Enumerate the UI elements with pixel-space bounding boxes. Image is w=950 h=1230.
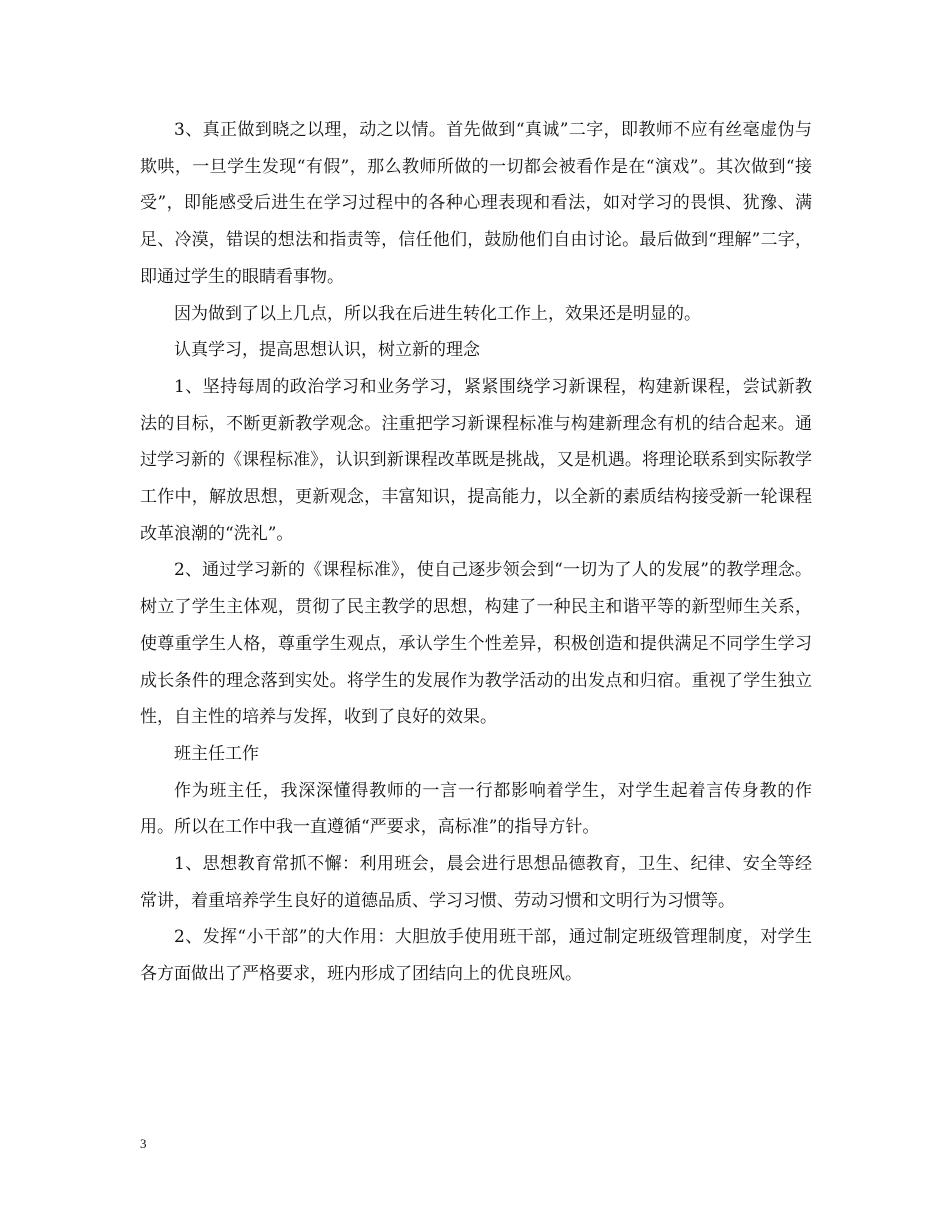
paragraph-moral-education: 1、思想教育常抓不懈：利用班会，晨会进行思想品德教育，卫生、纪律、安全等经常讲，着重培养学生良好的道德品质、学习习惯、劳动习惯和文明行为习惯等。 <box>140 854 812 911</box>
section-heading-class-teacher: 班主任工作 <box>174 743 259 764</box>
page-body <box>140 112 812 993</box>
paragraph-result-summary: 因为做到了以上几点，所以我在后进生转化工作上，效果还是明显的。 <box>174 303 701 324</box>
paragraph-class-cadres: 2、发挥“小干部”的大作用：大胆放手使用班干部，通过制定班级管理制度，对学生各方面做出了严格要求，班内形成了团结向上的优良班风。 <box>140 927 812 985</box>
paragraph-class-teacher-intro: 作为班主任，我深深懂得教师的一言一行都影响着学生，对学生起着言传身教的作用。所以在工作中我一直遵循“严要求，高标准”的指导方针。 <box>140 780 812 838</box>
paragraph-curriculum-standard: 2、通过学习新的《课程标准》，使自己逐步领会到“一切为了人的发展”的教学理念。树立了学生主体观，贯彻了民主教学的思想，构建了一种民主和谐平等的新型师生关系，使尊重学生人格，尊重学生观点，承认学生个性差异，积极创造和提供满足不同学生学习成长条件的理念落到实处。将学生的发展作为教学活动的出发点和归宿。重视了学生独立性，自主性的培养与发挥，收到了良好的效果。 <box>140 560 812 728</box>
paragraph-weekly-study: 1、坚持每周的政治学习和业务学习，紧紧围绕学习新课程，构建新课程，尝试新教法的目标，不断更新教学观念。注重把学习新课程标准与构建新理念有机的结合起来。通过学习新的《课程标准》，认识到新课程改革既是挑战，又是机遇。将理论联系到实际教学工作中，解放思想，更新观念，丰富知识，提高能力，以全新的素质结构接受新一轮课程改革浪潮的“洗礼”。 <box>140 376 812 544</box>
page-number: 3 <box>140 1136 147 1151</box>
section-heading-study: 认真学习，提高思想认识，树立新的理念 <box>174 340 480 361</box>
paragraph-ideal-persuasion: 3、真正做到晓之以理，动之以情。首先做到“真诚”二字，即教师不应有丝毫虚伪与欺哄，一旦学生发现“有假”，那么教师所做的一切都会被看作是在“演戏”。其次做到“接受”，即能感受后进生在学习过程中的各种心理表现和看法，如对学习的畏惧、犹豫、满足、冷漠，错误的想法和指责等，信任他们，鼓励他们自由讨论。最后做到“理解”二字，即通过学生的眼睛看事物。 <box>140 120 812 287</box>
